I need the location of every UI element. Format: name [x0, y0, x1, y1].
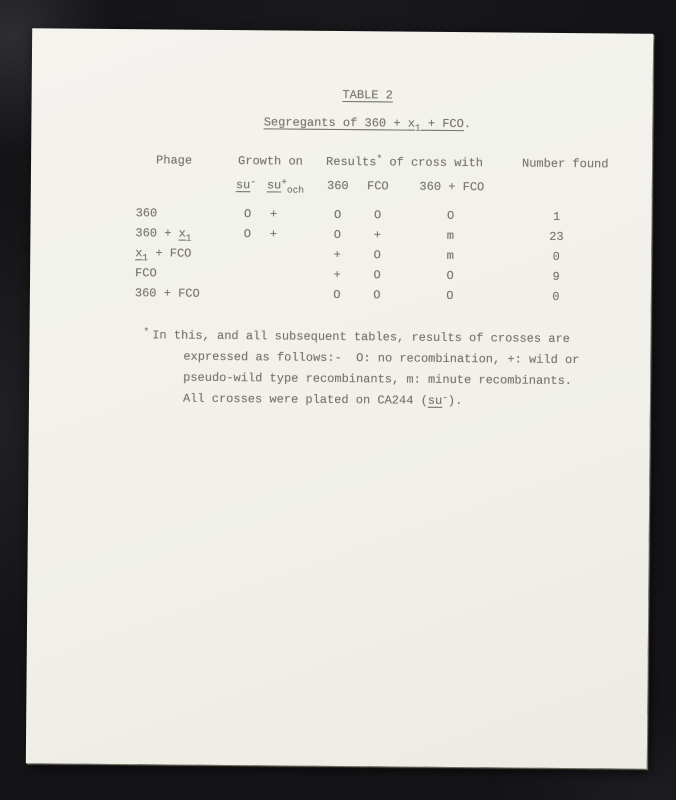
column-header-360-fco: 360 + FCO — [419, 179, 485, 195]
cell-cross-360: O — [333, 227, 342, 243]
cell-su-minus: O — [243, 207, 252, 222]
cell-cross-360: O — [333, 207, 342, 223]
footnote-su: su — [427, 393, 443, 408]
footnote-line-2: expressed as follows:- O: no recombination, +: wild or — [183, 349, 580, 368]
cell-number-found: 23 — [549, 229, 564, 244]
cell-number-found: 9 — [552, 269, 560, 284]
table-subtitle — [263, 115, 472, 134]
subtitle-period: . — [463, 117, 472, 132]
cell-number-found: 1 — [552, 209, 561, 224]
cell-cross-360-fco: O — [446, 268, 454, 283]
phage-label: 360 + — [135, 226, 179, 241]
phage-gene: x — [178, 226, 186, 241]
footnote-line-4 — [183, 389, 623, 414]
column-header-phage: Phage — [156, 153, 193, 168]
phage-gene-sub: 1 — [185, 232, 192, 244]
results-label: Results — [326, 154, 377, 170]
cell-phage — [135, 266, 157, 280]
table-title: TABLE 2 — [342, 88, 393, 103]
cell-cross-360-fco: O — [446, 288, 454, 303]
footnote-su-sup: - — [442, 391, 449, 403]
column-header-su-och — [266, 176, 305, 196]
phage-label: 360 + FCO — [134, 286, 200, 301]
footnote-text-4: All crosses were plated on CA244 ( — [182, 391, 428, 408]
column-header-fco: FCO — [366, 179, 389, 194]
cell-cross-fco: + — [373, 228, 382, 243]
su-minus-sup: - — [250, 176, 257, 188]
phage-label-tail: + FCO — [148, 246, 192, 261]
cell-cross-360: + — [333, 267, 341, 283]
cell-cross-360-fco: O — [446, 208, 455, 223]
phage-label: FCO — [135, 266, 157, 281]
column-header-su-minus — [236, 178, 256, 192]
cell-cross-360: + — [333, 247, 341, 263]
phage-gene: x — [135, 246, 143, 261]
subtitle-text: Segregants of 360 + — [263, 115, 408, 131]
results-label-tail: of cross with — [382, 155, 484, 171]
cell-phage — [135, 226, 192, 244]
cell-phage — [135, 246, 192, 263]
footnote-text-1: In this, and all subsequent tables, results of crosses are — [152, 328, 570, 347]
subtitle-text-tail: + FCO — [420, 116, 464, 132]
footnote — [143, 325, 624, 413]
cell-phage — [135, 286, 200, 301]
su-minus-base: su — [235, 178, 251, 193]
column-header-growth-on: Growth on — [238, 154, 303, 169]
su-och-base: su — [266, 178, 282, 193]
phage-gene-sub: 1 — [142, 251, 149, 263]
table-row — [30, 285, 651, 310]
footnote-line-3: pseudo-wild type recombinants, m: minute recombinants. — [183, 370, 573, 389]
document-page — [26, 28, 653, 768]
column-header-number-found: Number found — [521, 156, 609, 172]
gene-x: x — [407, 116, 416, 131]
cell-number-found: 0 — [552, 289, 560, 304]
su-och-sup: + — [281, 176, 288, 188]
cell-cross-fco: O — [373, 248, 381, 263]
cell-su-och: + — [269, 227, 278, 242]
gene-x-subscript: 1 — [414, 122, 421, 134]
cell-su-minus: O — [243, 227, 252, 242]
su-och-sub: och — [286, 184, 305, 196]
cell-cross-360-fco: m — [446, 228, 455, 243]
footnote-text-4-tail: ). — [447, 393, 463, 409]
cell-cross-360: O — [333, 287, 341, 303]
cell-cross-fco: O — [373, 208, 382, 223]
footnote-star: * — [143, 326, 150, 338]
cell-number-found: 0 — [552, 249, 560, 264]
phage-label: 360 — [135, 206, 158, 221]
column-header-results-of-cross — [326, 155, 483, 170]
cell-su-och: + — [269, 207, 278, 222]
footnote-marker: * — [376, 153, 383, 165]
cell-cross-fco: O — [373, 268, 381, 283]
column-header-360: 360 — [326, 178, 349, 194]
cell-cross-fco: O — [373, 288, 381, 303]
cell-phage — [136, 206, 158, 220]
cell-cross-360-fco: m — [446, 248, 454, 263]
